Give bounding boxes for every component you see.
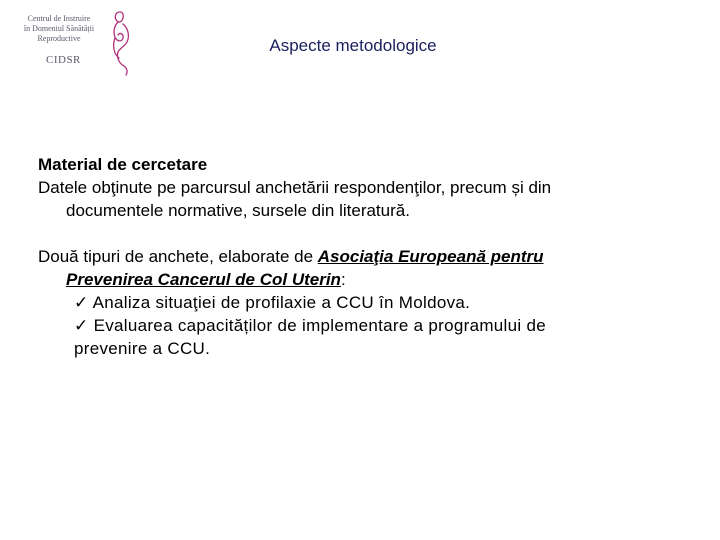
list-item-text: Analiza situaţiei de profilaxie a CCU în Moldova. (88, 293, 471, 312)
intro-text: Două tipuri de anchete, elaborate de (38, 247, 318, 266)
logo-line-1: Centrul de Instruire (27, 14, 91, 23)
page-title: Aspecte metodologice (269, 36, 437, 55)
logo-line-3: Reproductive (37, 34, 81, 43)
list-item-continued: prevenire a CCU. (74, 339, 211, 358)
paragraph-line: Datele obţinute pe parcursul anchetării respondenţilor, precum și din (38, 178, 552, 197)
list-item (38, 291, 678, 314)
list-item (38, 314, 678, 337)
logo-line-2: în Domeniul Sănătății (23, 24, 95, 33)
slide-content (38, 153, 678, 360)
list-item-text: Evaluarea capacităților de implementare a programului de (88, 316, 546, 335)
survey-intro-continued (38, 268, 678, 291)
organization-name-continued: Prevenirea Cancerul de Col Uterin (66, 270, 341, 289)
paragraph-line: documentele normative, sursele din literatură. (66, 201, 410, 220)
survey-intro (38, 245, 678, 268)
intro-colon: : (340, 270, 346, 289)
checkmark-icon: ✓ (74, 316, 89, 335)
logo-abbreviation: CIDSR (46, 54, 81, 66)
checkmark-icon: ✓ (74, 293, 89, 312)
section-heading: Material de cercetare (38, 155, 208, 174)
organization-name: Asociaţia Europeană pentru (317, 247, 544, 266)
